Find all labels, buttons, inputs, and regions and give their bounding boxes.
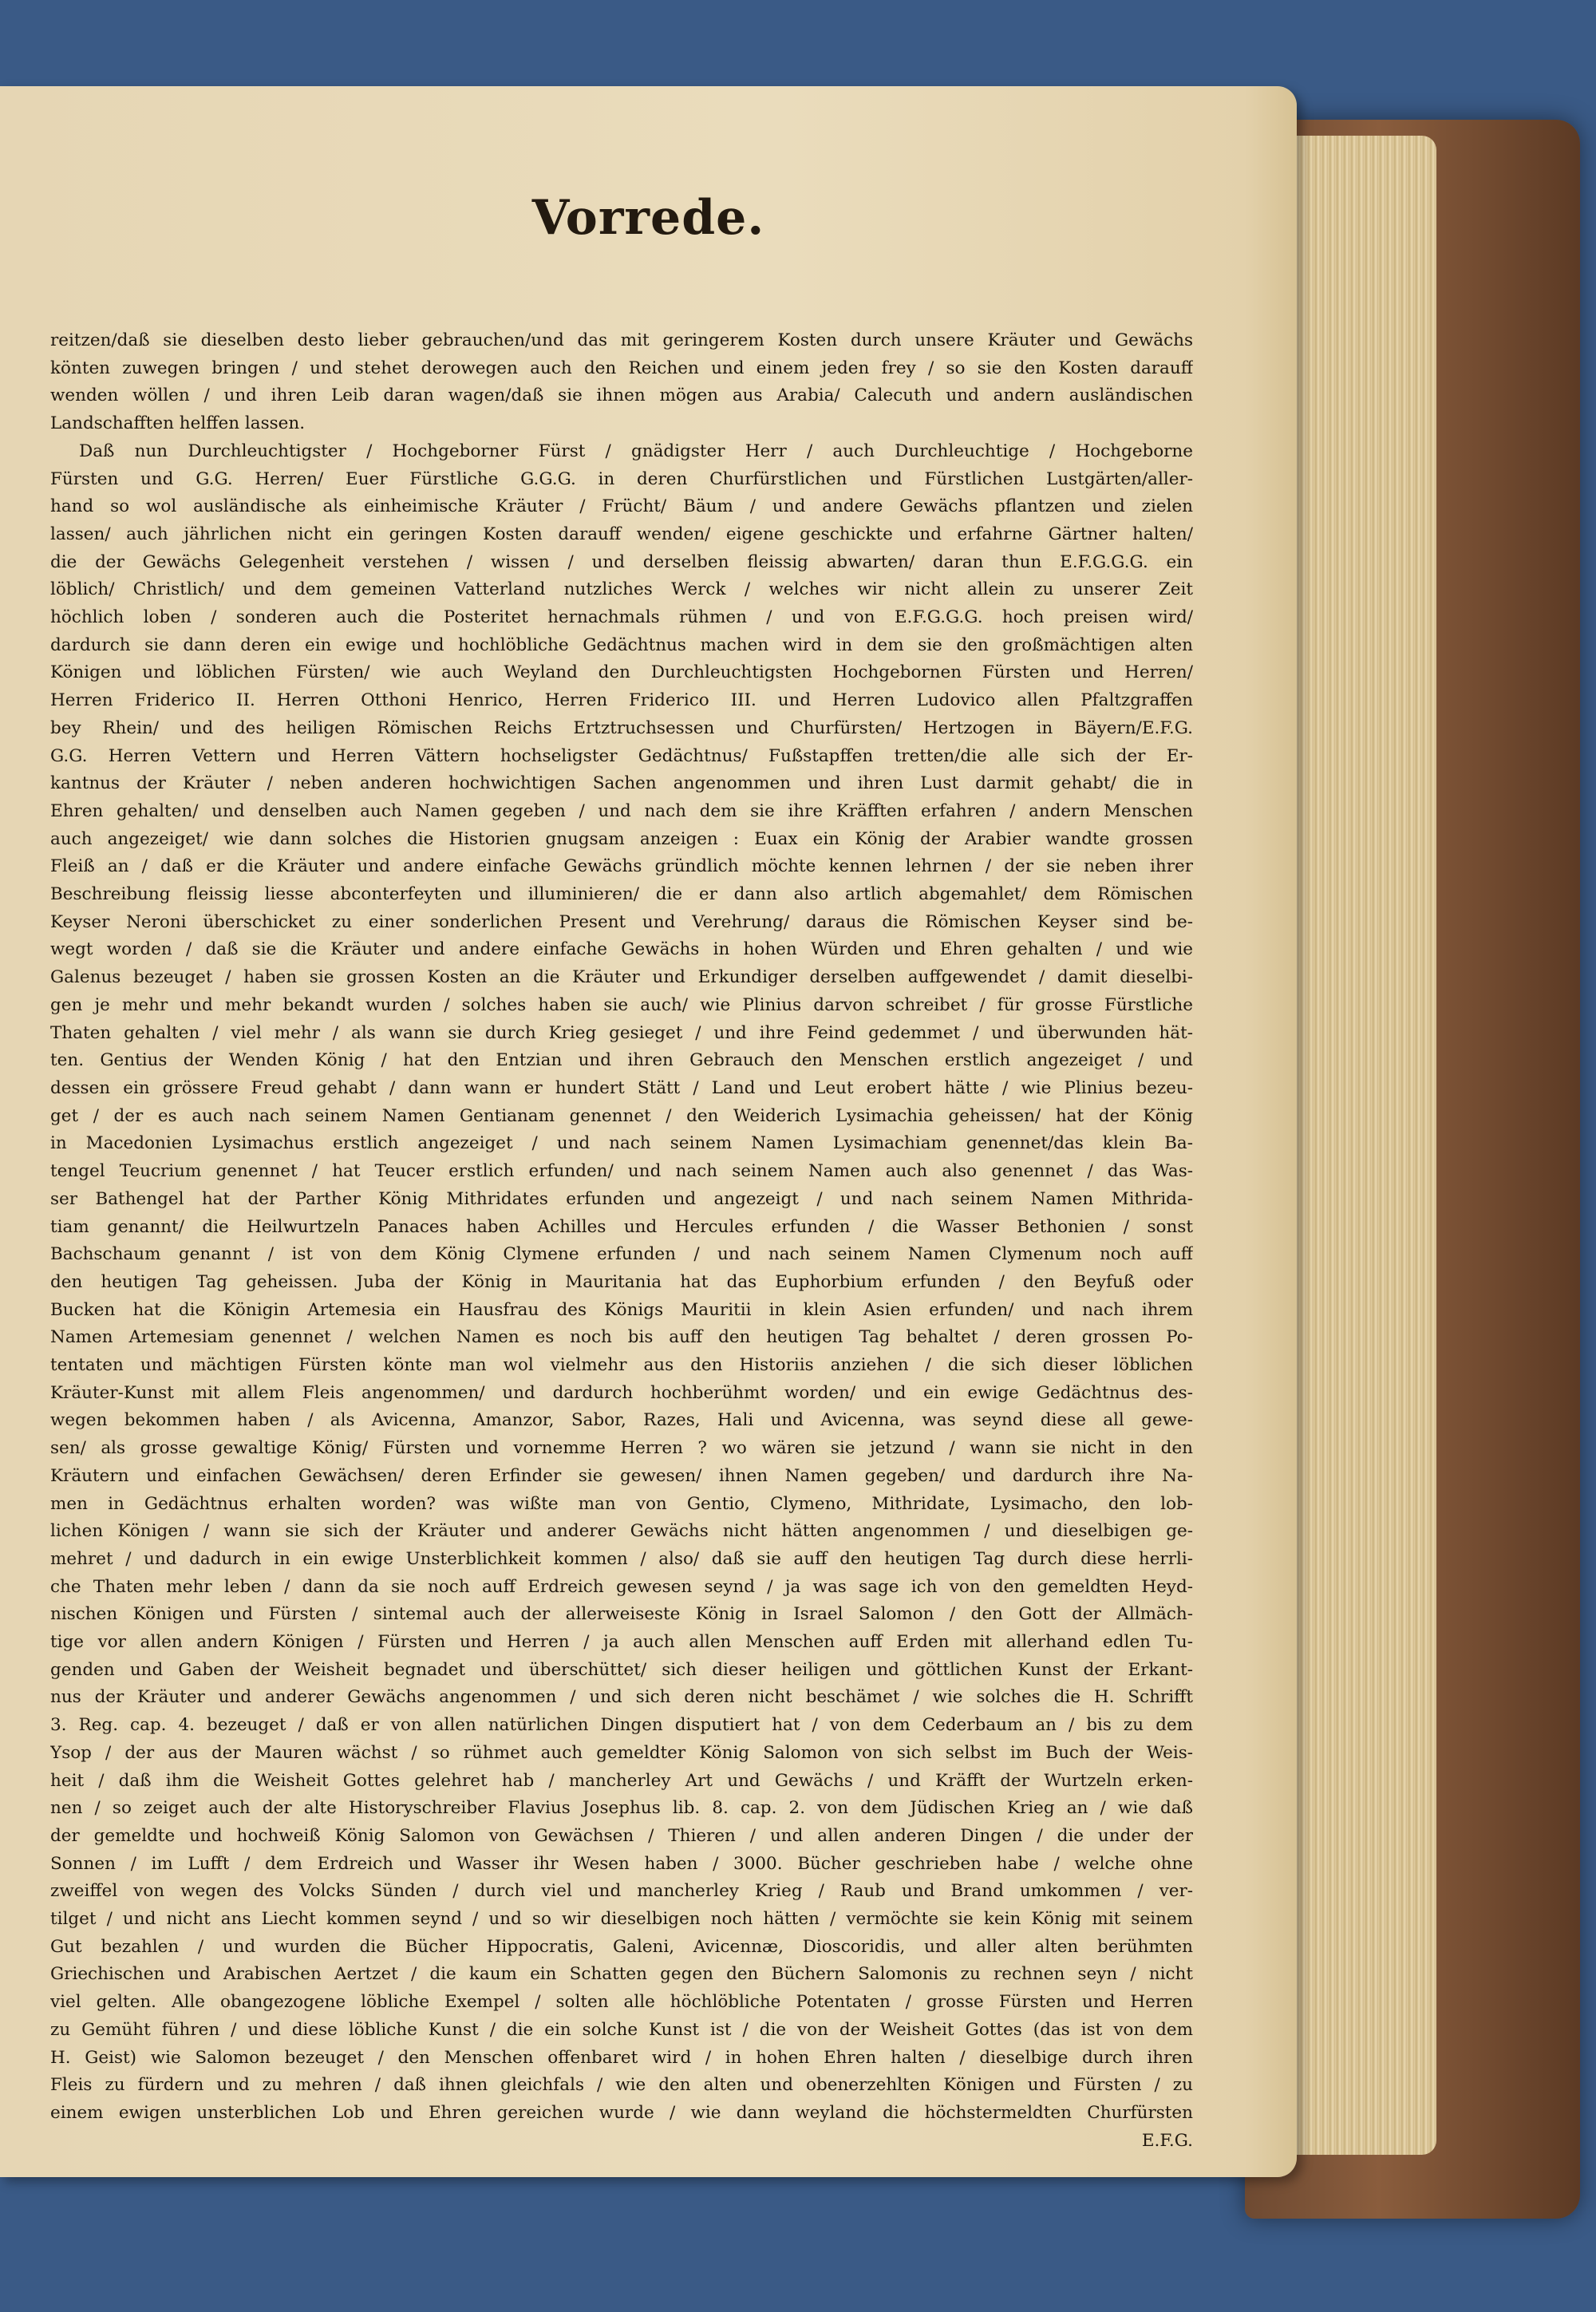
text-line: höchlich loben / sonderen auch die Posteritet hernachmals rühmen / und von E.F.G.G.G. hoch preisen wird/: [50, 607, 1193, 628]
text-line: Bucken hat die Königin Artemesia ein Hausfrau des Königs Mauritii in klein Asien erfunden/ und nach ihrem: [50, 1299, 1193, 1320]
text-line: löblich/ Christlich/ und dem gemeinen Vatterland nutzliches Werck / welches wir nicht allein zu unserer Zeit: [50, 579, 1193, 600]
text-line: Ehren gehalten/ und denselben auch Namen gegeben / und nach dem sie ihre Kräfften erfahren / andern Menschen: [50, 800, 1193, 821]
text-line: gen je mehr und mehr bekandt wurden / solches haben sie auch/ wie Plinius darvon schreibet / für grosse Fürstliche: [50, 994, 1193, 1015]
text-line: einem ewigen unsterblichen Lob und Ehren gereichen wurde / wie dann weyland die höchstermeldten Churfürsten: [50, 2103, 1193, 2123]
text-line: mehret / und dadurch in ein ewige Unsterblichkeit kommen / also/ daß sie auff den heutigen Tag durch diese herrli-: [50, 1548, 1193, 1569]
text-line: die der Gewächs Gelegenheit verstehen / wissen / und derselben fleissig abwarten/ daran thun E.F.G.G.G. ein: [50, 551, 1193, 572]
text-line: Keyser Neroni überschicket zu einer sonderlichen Present und Verehrung/ daraus die Römischen Keyser sind be-: [50, 911, 1193, 932]
text-line: viel gelten. Alle obangezogene löbliche Exempel / solten alle höchlöbliche Potentaten / grosse Fürsten und Herren: [50, 1992, 1193, 2013]
text-line: zu Gemüht führen / und diese löbliche Kunst / die ein solche Kunst ist / die von der Weisheit Gottes (das ist von dem: [50, 2019, 1193, 2040]
text-line: heit / daß ihm die Weisheit Gottes gelehret hab / mancherley Art und Gewächs / und Kräfft der Wurtzeln erken-: [50, 1770, 1193, 1791]
text-line: der gemeldte und hochweiß König Salomon von Gewächsen / Thieren / und allen anderen Dingen / die under der: [50, 1825, 1193, 1846]
text-line: Namen Artemesiam genennet / welchen Namen es noch bis auff den heutigen Tag behaltet / deren grossen Po-: [50, 1327, 1193, 1348]
text-line: auch angezeiget/ wie dann solches die Historien gnugsam anzeigen : Euax ein König der Arabier wandte grossen: [50, 828, 1193, 849]
text-line: Gut bezahlen / und wurden die Bücher Hippocratis, Galeni, Avicennæ, Dioscoridis, und aller alten berühmten: [50, 1936, 1193, 1957]
text-line: che Thaten mehr leben / dann da sie noch auff Erdreich gewesen seynd / ja was sage ich von den gemeldten Heyd-: [50, 1576, 1193, 1597]
text-line: tige vor allen andern Königen / Fürsten und Herren / ja auch allen Menschen auff Erden mit allerhand edlen Tu-: [50, 1632, 1193, 1653]
text-line: E.F.G.: [1141, 2130, 1193, 2151]
text-line: wegt worden / daß sie die Kräuter und andere einfache Gewächs in hohen Würden und Ehren gehalten / und wie: [50, 939, 1193, 960]
text-line: Sonnen / im Lufft / dem Erdreich und Wasser ihr Wesen haben / 3000. Bücher geschrieben habe / welche ohne: [50, 1853, 1193, 1874]
text-line: Daß nun Durchleuchtigster / Hochgeborner Fürst / gnädigster Herr / auch Durchleuchtige / Hochgeborne: [79, 441, 1193, 461]
text-line: nen / so zeiget auch der alte Historyschreiber Flavius Josephus lib. 8. cap. 2. von dem Jüdischen Krieg an / wie daß: [50, 1798, 1193, 1819]
text-line: hand so wol ausländische als einheimische Kräuter / Frücht/ Bäum / und andere Gewächs pflantzen und zielen: [50, 496, 1193, 517]
page-heading: Vorrede.: [531, 190, 765, 246]
text-line: Kräutern und einfachen Gewächsen/ deren Erfinder sie gewesen/ ihnen Namen gegeben/ und dardurch ihre Na-: [50, 1465, 1193, 1486]
text-line: Kräuter-Kunst mit allem Fleis angenommen/ und dardurch hochberühmt worden/ und ein ewige Gedächtnus des-: [50, 1382, 1193, 1403]
text-line: bey Rhein/ und des heiligen Römischen Reichs Ertztruchsessen und Churfürsten/ Hertzogen in Bäyern/E.F.G.: [50, 717, 1193, 738]
text-line: zweiffel von wegen des Volcks Sünden / durch viel und mancherley Krieg / Raub und Brand umkommen / ver-: [50, 1881, 1193, 1902]
text-line: Beschreibung fleissig liesse abconterfeyten und illuminieren/ die er dann also artlich abgemahlet/ dem Römischen: [50, 884, 1193, 905]
text-line: men in Gedächtnus erhalten worden? was wißte man von Gentio, Clymeno, Mithridate, Lysimacho, den lob-: [50, 1493, 1193, 1514]
text-line: ser Bathengel hat der Parther König Mithridates erfunden und angezeigt / und nach seinem Namen Mithrida-: [50, 1188, 1193, 1209]
text-line: Thaten gehalten / viel mehr / als wann sie durch Krieg gesieget / und ihre Feind gedemmet / und überwunden hät-: [50, 1022, 1193, 1043]
text-line: den heutigen Tag geheissen. Juba der König in Mauritania hat das Euphorbium erfunden / den Beyfuß oder: [50, 1271, 1193, 1292]
body-text: [50, 327, 1193, 2155]
text-line: tengel Teucrium genennet / hat Teucer erstlich erfunden/ und nach seinem Namen auch also genennet / das Was-: [50, 1161, 1193, 1182]
text-line: G.G. Herren Vettern und Herren Vättern hochseligster Gedächtnus/ Fußstapffen tretten/die alle sich der Er-: [50, 745, 1193, 766]
text-line: nus der Kräuter und anderer Gewächs angenommen / und sich deren nicht beschämet / wie solches die H. Schrifft: [50, 1687, 1193, 1708]
text-line: Landschafften helffen lassen.: [50, 413, 306, 434]
text-line: Fleis zu fürdern und zu mehren / daß ihnen gleichfals / wie den alten und obenerzehlten Königen und Fürsten / zu: [50, 2075, 1193, 2096]
text-line: Bachschaum genannt / ist von dem König Clymene erfunden / und nach seinem Namen Clymenum noch auff: [50, 1244, 1193, 1265]
text-line: nischen Königen und Fürsten / sintemal auch der allerweiseste König in Israel Salomon / den Gott der Allmäch-: [50, 1604, 1193, 1625]
text-line: dessen ein grössere Freud gehabt / dann wann er hundert Stätt / Land und Leut erobert hätte / wie Plinius bezeu-: [50, 1077, 1193, 1098]
text-line: lassen/ auch jährlichen nicht ein geringen Kosten darauff wenden/ eigene geschickte und erfahrne Gärtner halten/: [50, 524, 1193, 544]
text-line: ten. Gentius der Wenden König / hat den Entzian und ihren Gebrauch den Menschen erstlich angezeiget / und: [50, 1050, 1193, 1071]
text-line: könten zuwegen bringen / und stehet derowegen auch den Reichen und einem jeden frey / so sie den Kosten darauff: [50, 358, 1193, 378]
text-line: Herren Friderico II. Herren Otthoni Henrico, Herren Friderico III. und Herren Ludovico allen Pfaltzgraffen: [50, 690, 1193, 711]
text-line: lichen Königen / wann sie sich der Kräuter und anderer Gewächs nicht hätten angenommen / und dieselbigen ge-: [50, 1521, 1193, 1542]
text-line: Fleiß an / daß er die Kräuter und andere einfache Gewächs gründlich möchte kennen lehrnen / der sie neben ihrer: [50, 856, 1193, 877]
text-line: wenden wöllen / und ihren Leib daran wagen/daß sie ihnen mögen aus Arabia/ Calecuth und andern ausländischen: [50, 385, 1193, 406]
text-line: Griechischen und Arabischen Aertzet / die kaum ein Schatten gegen den Büchern Salomonis zu rechnen seyn / nicht: [50, 1964, 1193, 1985]
text-line: tiam genannt/ die Heilwurtzeln Panaces haben Achilles und Hercules erfunden / die Wasser Bethonien / sonst: [50, 1216, 1193, 1237]
text-line: Fürsten und G.G. Herren/ Euer Fürstliche G.G.G. in deren Churfürstlichen und Fürstlichen Lustgärten/aller-: [50, 468, 1193, 489]
text-line: in Macedonien Lysimachus erstlich angezeiget / und nach seinem Namen Lysimachiam genennet/das klein Ba-: [50, 1133, 1193, 1154]
text-line: genden und Gaben der Weisheit begnadet und überschüttet/ sich dieser heiligen und göttlichen Kunst der Erkant-: [50, 1659, 1193, 1680]
text-line: Ysop / der aus der Mauren wächst / so rühmet auch gemeldter König Salomon von sich selbst im Buch der Weis-: [50, 1742, 1193, 1763]
text-line: H. Geist) wie Salomon bezeuget / den Menschen offenbaret wird / in hohen Ehren halten / dieselbige durch ihren: [50, 2047, 1193, 2068]
text-line: Galenus bezeuget / haben sie grossen Kosten an die Kräuter und Erkundiger derselben auffgewendet / damit dieselbi-: [50, 967, 1193, 988]
text-line: sen/ als grosse gewaltige König/ Fürsten und vornemme Herren ? wo wären sie jetzund / wann sie nicht in den: [50, 1438, 1193, 1459]
text-line: tentaten und mächtigen Fürsten könte man wol vielmehr aus den Historiis anziehen / die sich dieser löblichen: [50, 1355, 1193, 1376]
text-line: reitzen/daß sie dieselben desto lieber gebrauchen/und das mit geringerem Kosten durch unsere Kräuter und Gewächs: [50, 330, 1193, 350]
text-line: get / der es auch nach seinem Namen Gentianam genennet / den Weiderich Lysimachia geheissen/ hat der König: [50, 1105, 1193, 1126]
page-edges: [1285, 136, 1436, 2155]
text-line: wegen bekommen haben / als Avicenna, Amanzor, Sabor, Razes, Hali und Avicenna, was seynd diese all gewe-: [50, 1410, 1193, 1431]
text-line: Königen und löblichen Fürsten/ wie auch Weyland den Durchleuchtigsten Hochgebornen Fürsten und Herren/: [50, 662, 1193, 683]
text-line: tilget / und nicht ans Liecht kommen seynd / und so wir dieselbigen noch hätten / vermöchte sie kein König mit seinem: [50, 1909, 1193, 1930]
text-line: 3. Reg. cap. 4. bezeuget / daß er von allen natürlichen Dingen disputiert hat / von dem Cederbaum an / bis zu dem: [50, 1715, 1193, 1736]
text-line: kantnus der Kräuter / neben anderen hochwichtigen Sachen angenommen und ihren Lust darmit gehabt/ die in: [50, 773, 1193, 794]
text-line: dardurch sie dann deren ein ewige und hochlöbliche Gedächtnus machen wird in dem sie den großmächtigen alten: [50, 634, 1193, 655]
book-page: [0, 86, 1297, 2177]
